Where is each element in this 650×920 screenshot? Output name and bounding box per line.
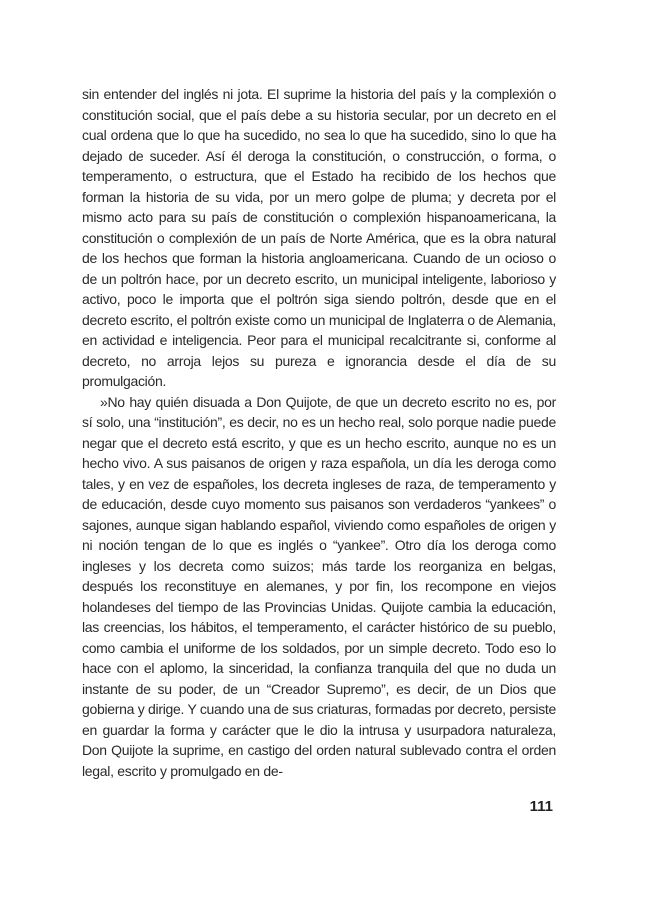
- page-number: 111: [529, 798, 553, 815]
- paragraph-2: »No hay quién disuada a Don Quijote, de que un decreto escrito no es, por sí solo, una “institución”, es decir, no es un hecho real, solo porque nadie puede negar que el decreto está escrito, y que es un hecho escrito, aunque no es un hecho vivo. A sus paisanos de origen y raza española, un día les deroga como tales, y en vez de españoles, los decreta ingleses de raza, de temperamento y de educación, desde cuyo momento sus paisanos son verdaderos “yankees” o sajones, aunque sigan hablando español, viviendo como españoles de origen y ni noción tengan de lo que es inglés o “yankee”. Otro día los deroga como ingleses y los decreta como suizos; más tarde los reorganiza en belgas, después los reconstituye en alemanes, y por fin, los recompone en viejos holandeses del tiempo de las Provincias Unidas. Quijote cambia la educación, las creencias, los hábitos, el temperamento, el carácter histórico de su pueblo, como cambia el uniforme de los soldados, por un simple decreto. Todo eso lo hace con el aplomo, la sinceridad, la confianza tranquila del que no duda un instante de su poder, de un “Creador Supremo”, es decir, de un Dios que gobierna y dirige. Y cuando una de sus criaturas, formadas por decreto, persiste en guardar la forma y carácter que le dio la intrusa y usurpadora naturaleza, Don Quijote la suprime, en castigo del orden natural sublevado contra el orden legal, escrito y promulgado en de-: [82, 393, 556, 779]
- body-text: [82, 84, 556, 781]
- paragraph-1: sin entender del inglés ni jota. El suprime la historia del país y la complexión o constitución social, que el país debe a su historia secular, por un decreto en el cual ordena que lo que ha sucedido, no sea lo que ha sucedido, sino lo que ha dejado de suceder. Así él deroga la constitución, o construcción, o forma, o temperamento, o estructura, que el Estado ha recibido de los hechos que forman la historia de su vida, por un mero golpe de pluma; y decreta por el mismo acto para su país de constitución o complexión hispanoamericana, la constitución o complexión de un país de Norte América, que es la obra natural de los hechos que forman la historia angloamericana. Cuando de un ocioso o de un poltrón hace, por un decreto escrito, un municipal inteligente, laborioso y activo, poco le importa que el poltrón siga siendo poltrón, desde que en el decreto escrito, el poltrón existe como un municipal de Inglaterra o de Alemania, en actividad e inteligencia. Peor para el municipal recalcitrante si, conforme al decreto, no arroja lejos su pureza e ignorancia desde el día de su promulgación.: [82, 86, 556, 389]
